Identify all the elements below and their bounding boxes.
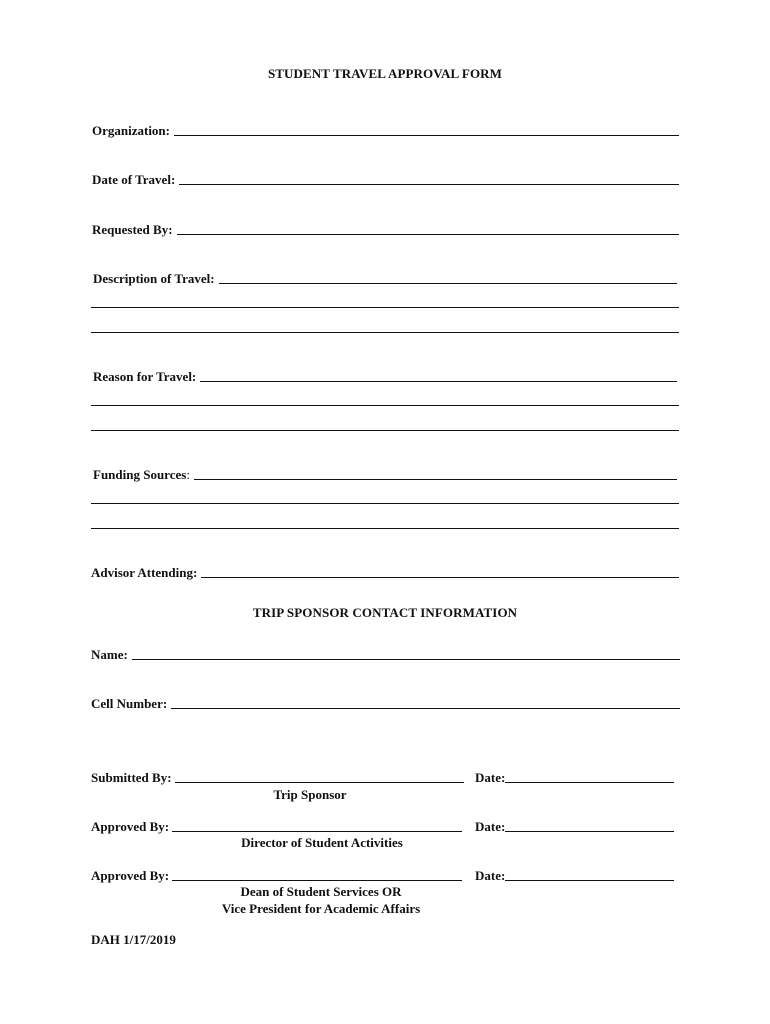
funding-sources-colon: : bbox=[186, 467, 190, 482]
sponsor-name-line[interactable] bbox=[132, 658, 680, 660]
description-blank-line[interactable] bbox=[91, 332, 679, 333]
advisor-attending-label: Advisor Attending: bbox=[91, 565, 198, 580]
description-blank-line[interactable] bbox=[91, 307, 679, 308]
sponsor-heading: TRIP SPONSOR CONTACT INFORMATION bbox=[252, 605, 518, 620]
form-title: STUDENT TRAVEL APPROVAL FORM bbox=[267, 66, 503, 81]
approved-by-dean-signature[interactable] bbox=[91, 867, 462, 883]
funding-sources-text: Funding Sources bbox=[93, 467, 187, 482]
approved-by-director-signature[interactable] bbox=[91, 818, 462, 834]
director-date-field[interactable] bbox=[475, 818, 674, 834]
submitted-by-line[interactable] bbox=[175, 781, 464, 783]
director-date-line[interactable] bbox=[505, 830, 674, 832]
funding-sources-label bbox=[93, 468, 194, 482]
date-of-travel-line[interactable] bbox=[179, 183, 679, 185]
revision-footer: DAH 1/17/2019 bbox=[91, 932, 176, 947]
reason-blank-line[interactable] bbox=[91, 405, 679, 406]
vice-president-caption: Vice President for Academic Affairs bbox=[221, 901, 421, 916]
organization-label: Organization: bbox=[92, 123, 170, 138]
requested-by-label: Requested By: bbox=[92, 222, 173, 237]
sponsor-name-label: Name: bbox=[91, 647, 128, 662]
director-caption: Director of Student Activities bbox=[241, 835, 403, 850]
reason-for-travel-label: Reason for Travel: bbox=[93, 369, 197, 384]
funding-blank-line[interactable] bbox=[91, 528, 679, 529]
advisor-attending-line[interactable] bbox=[201, 576, 679, 578]
advisor-attending-field[interactable] bbox=[91, 564, 679, 580]
submitted-by-signature[interactable] bbox=[91, 769, 464, 785]
submitted-date-field[interactable] bbox=[475, 769, 674, 785]
cell-number-field[interactable] bbox=[91, 695, 680, 711]
description-of-travel-line[interactable] bbox=[219, 282, 677, 284]
approved-by-label: Approved By: bbox=[91, 868, 170, 883]
approved-by-director-line[interactable] bbox=[172, 830, 462, 832]
funding-sources-field[interactable] bbox=[93, 466, 677, 482]
submitted-date-line[interactable] bbox=[505, 781, 674, 783]
description-of-travel-label: Description of Travel: bbox=[93, 271, 215, 286]
cell-number-label: Cell Number: bbox=[91, 696, 168, 711]
dean-date-field[interactable] bbox=[475, 867, 674, 883]
reason-blank-line[interactable] bbox=[91, 430, 679, 431]
dean-date-line[interactable] bbox=[505, 879, 674, 881]
date-of-travel-field[interactable] bbox=[92, 171, 679, 187]
approved-by-label: Approved By: bbox=[91, 819, 170, 834]
reason-for-travel-field[interactable] bbox=[93, 368, 677, 384]
sponsor-name-field[interactable] bbox=[91, 646, 680, 662]
dean-date-label: Date: bbox=[475, 868, 506, 883]
funding-blank-line[interactable] bbox=[91, 503, 679, 504]
approved-by-dean-line[interactable] bbox=[172, 879, 462, 881]
requested-by-field[interactable] bbox=[92, 221, 679, 237]
cell-number-line[interactable] bbox=[171, 707, 680, 709]
organization-line[interactable] bbox=[174, 134, 679, 136]
director-date-label: Date: bbox=[475, 819, 506, 834]
description-of-travel-field[interactable] bbox=[93, 270, 677, 286]
organization-field[interactable] bbox=[92, 122, 679, 138]
requested-by-line[interactable] bbox=[177, 233, 679, 235]
funding-sources-line[interactable] bbox=[194, 478, 677, 480]
dean-caption: Dean of Student Services OR bbox=[240, 884, 402, 899]
reason-for-travel-line[interactable] bbox=[200, 380, 677, 382]
submitted-date-label: Date: bbox=[475, 770, 506, 785]
trip-sponsor-caption: Trip Sponsor bbox=[273, 787, 347, 802]
submitted-by-label: Submitted By: bbox=[91, 770, 172, 785]
date-of-travel-label: Date of Travel: bbox=[92, 172, 176, 187]
